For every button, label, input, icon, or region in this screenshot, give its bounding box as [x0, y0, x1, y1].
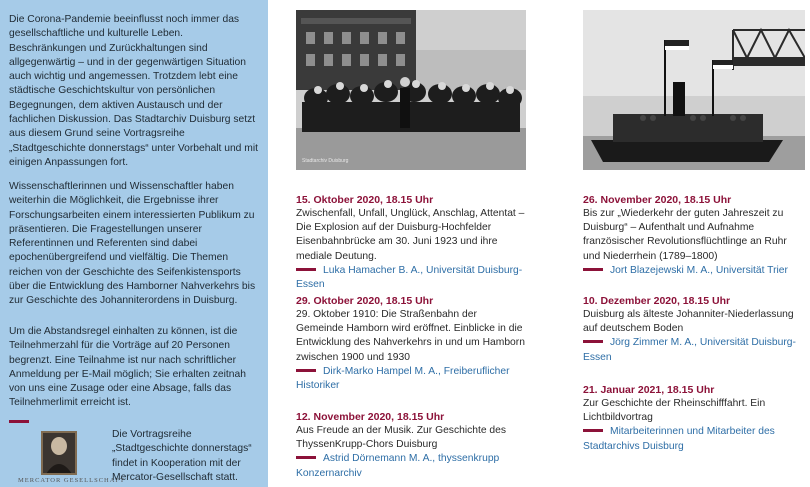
event-speaker[interactable]: Jort Blazejewski M. A., Universität Trier: [610, 264, 788, 276]
intro-sidebar: [0, 0, 268, 487]
ship-bridge-photo-icon: [583, 10, 805, 170]
event-speaker-row: [296, 264, 526, 292]
event-speaker[interactable]: Jörg Zimmer M. A., Universität Duisburg-Essen: [583, 337, 796, 363]
event-speaker[interactable]: Luka Hamacher B. A., Universität Duisburg-Essen: [296, 264, 523, 291]
event-date: 15. Oktober 2020, 18.15 Uhr: [296, 194, 434, 206]
choir-photo-icon: [296, 10, 526, 170]
event-date: 10. Dezember 2020, 18.15 Uhr: [583, 295, 731, 307]
event-date: 21. Januar 2021, 18.15 Uhr: [583, 384, 715, 396]
mercator-portrait-icon: [18, 430, 102, 478]
event-title: Zur Geschichte der Rheinschifffahrt. Ein Lichtbildvortrag: [583, 398, 766, 424]
event-speaker-row: [583, 336, 805, 364]
speaker-marker: [583, 429, 603, 432]
event-speaker-row: [583, 264, 805, 278]
mercator-logo: [18, 430, 126, 486]
event-speaker-row: [583, 425, 805, 453]
speaker-marker: [296, 369, 316, 372]
event-item: [296, 294, 526, 393]
ship-photo: [583, 10, 805, 170]
speaker-marker: [296, 456, 316, 459]
event-item: [583, 193, 805, 278]
speaker-marker: [583, 268, 603, 271]
event-title: 29. Oktober 1910: Die Straßenbahn der Gemeinde Hamborn wird eröffnet. Einblicke in die Entwicklung des Nahverkehrs in und um Hamborn zwischen 1900 und 1930: [296, 309, 525, 363]
intro-paragraph-2: Wissenschaftlerinnen und Wissenschaftler haben weiterhin die Möglichkeit, die Ergebnisse ihrer Forschungsarbeiten einem interessierten Publikum zu präsentieren. Die Fragestellungen unserer Referentinnen und Referenten sind dabei epochenübergreifend und vielfältig. Die Themen reichen von der Geschichte des Seifenkistensports über die Entwicklung des Hamborner Nahverkehrs bis zur Geschichte des Johanniterordens in Duisburg.: [9, 181, 256, 307]
event-item: [583, 383, 805, 454]
event-date: 29. Oktober 2020, 18.15 Uhr: [296, 295, 434, 307]
event-title: Bis zur „Wiederkehr der guten Jahreszeit zu Duisburg“ – Aufenthalt und Aufnahme französischer Revolutionsflüchtlinge an Ruhr und Niederrhein (1789–1800): [583, 208, 787, 262]
section-divider: [9, 420, 29, 423]
event-speaker-row: [296, 452, 526, 480]
photo-caption: Stadtarchiv Duisburg: [302, 158, 349, 164]
event-title: Duisburg als älteste Johanniter-Niederlassung auf deutschem Boden: [583, 309, 794, 335]
event-item: [296, 410, 526, 481]
event-item: [583, 294, 805, 365]
speaker-marker: [296, 268, 316, 271]
event-speaker[interactable]: Mitarbeiterinnen und Mitarbeiter des Stadtarchivs Duisburg: [583, 426, 775, 452]
event-speaker[interactable]: Astrid Dörnemann M. A., thyssenkrupp Konzernarchiv: [296, 453, 500, 479]
event-speaker[interactable]: Dirk-Marko Hampel M. A., Freiberuflicher Historiker: [296, 365, 510, 392]
event-title: Aus Freude an der Musik. Zur Geschichte des ThyssenKrupp-Chors Duisburg: [296, 425, 507, 451]
event-speaker-row: [296, 365, 526, 393]
speaker-marker: [583, 340, 603, 343]
choir-photo: [296, 10, 526, 170]
event-date: 12. November 2020, 18.15 Uhr: [296, 411, 445, 423]
event-item: [296, 193, 526, 292]
cooperation-note: Die Vortragsreihe „Stadtgeschichte donnerstags“ findet in Kooperation mit der Mercator-Gesellschaft statt.: [112, 429, 252, 483]
event-date: 26. November 2020, 18.15 Uhr: [583, 194, 732, 206]
intro-paragraph-3: Um die Abstandsregel einhalten zu können, ist die Teilnehmerzahl für die Vorträge auf 20 Personen begrenzt. Eine Teilnahme ist nur nach schriftlicher Anmeldung per E-Mail möglich; Sie erhalten zeitnah von uns eine Zusage oder eine Absage, falls das Teilnehmerlimit erreicht ist.: [9, 326, 246, 409]
logo-text: MERCATOR GESELLSCHAFT: [18, 477, 126, 484]
event-title: Zwischenfall, Unfall, Unglück, Anschlag, Attentat – Die Explosion auf der Duisburg-Hochfelder Eisenbahnbrücke am 30. Juni 1923 und ihre mediale Deutung.: [296, 208, 525, 262]
intro-paragraph-1: Die Corona-Pandemie beeinflusst noch immer das gesellschaftliche und kulturelle Leben. Beschränkungen und Zurückhaltungen sind allgegenwärtig – und in der gegenwärtigen Situation auch wichtig und angemessen. Trotzdem lebt eine städtische Geschichtskultur von persönlichen Begegnungen, dem aktiven Austausch und der fachlichen Diskussion. Das Stadtarchiv Duisburg setzt aus diesem Grund seine Vortragsreihe „Stadtgeschichte donnerstags“ unter Vorbehalt und mit einigen Anpassungen fort.: [9, 14, 258, 168]
